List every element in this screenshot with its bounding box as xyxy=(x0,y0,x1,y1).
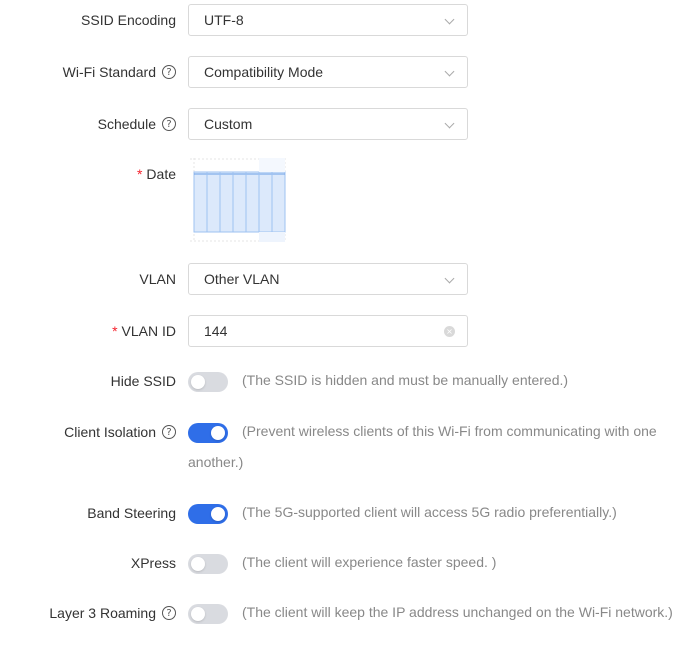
xpress-label: XPress xyxy=(130,555,176,571)
required-marker: * xyxy=(136,166,143,182)
date-schedule-grid[interactable] xyxy=(190,158,286,242)
hide-ssid-label: Hide SSID xyxy=(110,373,176,389)
layer3-roaming-description: (The client will keep the IP address unchanged on the Wi-Fi network.) xyxy=(242,604,673,620)
band-steering-description: (The 5G-supported client will access 5G radio preferentially.) xyxy=(242,504,617,520)
vlan-id-value: 144 xyxy=(204,323,228,339)
wifi-standard-select[interactable] xyxy=(188,56,468,88)
schedule-grid-graphic xyxy=(190,158,286,242)
help-icon[interactable]: ? xyxy=(162,606,176,620)
vlan-id-input[interactable] xyxy=(188,315,468,347)
wifi-standard-label: Wi-Fi Standard ? xyxy=(63,56,176,88)
date-label: * Date xyxy=(136,166,176,182)
vlan-select[interactable] xyxy=(188,263,468,295)
help-icon[interactable]: ? xyxy=(162,65,176,79)
wifi-standard-value: Compatibility Mode xyxy=(204,64,324,80)
help-icon[interactable]: ? xyxy=(162,117,176,131)
chevron-down-icon xyxy=(445,274,455,284)
chevron-down-icon xyxy=(445,119,455,129)
chevron-down-icon xyxy=(445,15,455,25)
schedule-label: Schedule ? xyxy=(98,108,176,140)
ssid-encoding-select[interactable] xyxy=(188,4,468,36)
clear-icon[interactable]: × xyxy=(444,326,455,337)
ssid-encoding-value: UTF-8 xyxy=(204,12,244,28)
band-steering-label: Band Steering xyxy=(87,505,176,521)
layer3-roaming-label: Layer 3 Roaming ? xyxy=(49,597,176,629)
vlan-value: Other VLAN xyxy=(204,271,280,287)
ssid-encoding-label: SSID Encoding xyxy=(81,12,176,28)
vlan-label: VLAN xyxy=(139,271,176,287)
client-isolation-label: Client Isolation ? xyxy=(64,416,176,448)
help-icon[interactable]: ? xyxy=(162,425,176,439)
xpress-description: (The client will experience faster speed. ) xyxy=(242,554,497,570)
vlan-id-label: * VLAN ID xyxy=(112,323,176,339)
required-marker: * xyxy=(112,323,118,339)
client-isolation-description: (Prevent wireless clients of this Wi-Fi from communicating with one another.) xyxy=(188,423,657,470)
schedule-value: Custom xyxy=(204,116,253,132)
schedule-select[interactable] xyxy=(188,108,468,140)
hide-ssid-description: (The SSID is hidden and must be manually entered.) xyxy=(242,372,569,388)
chevron-down-icon xyxy=(445,67,455,77)
